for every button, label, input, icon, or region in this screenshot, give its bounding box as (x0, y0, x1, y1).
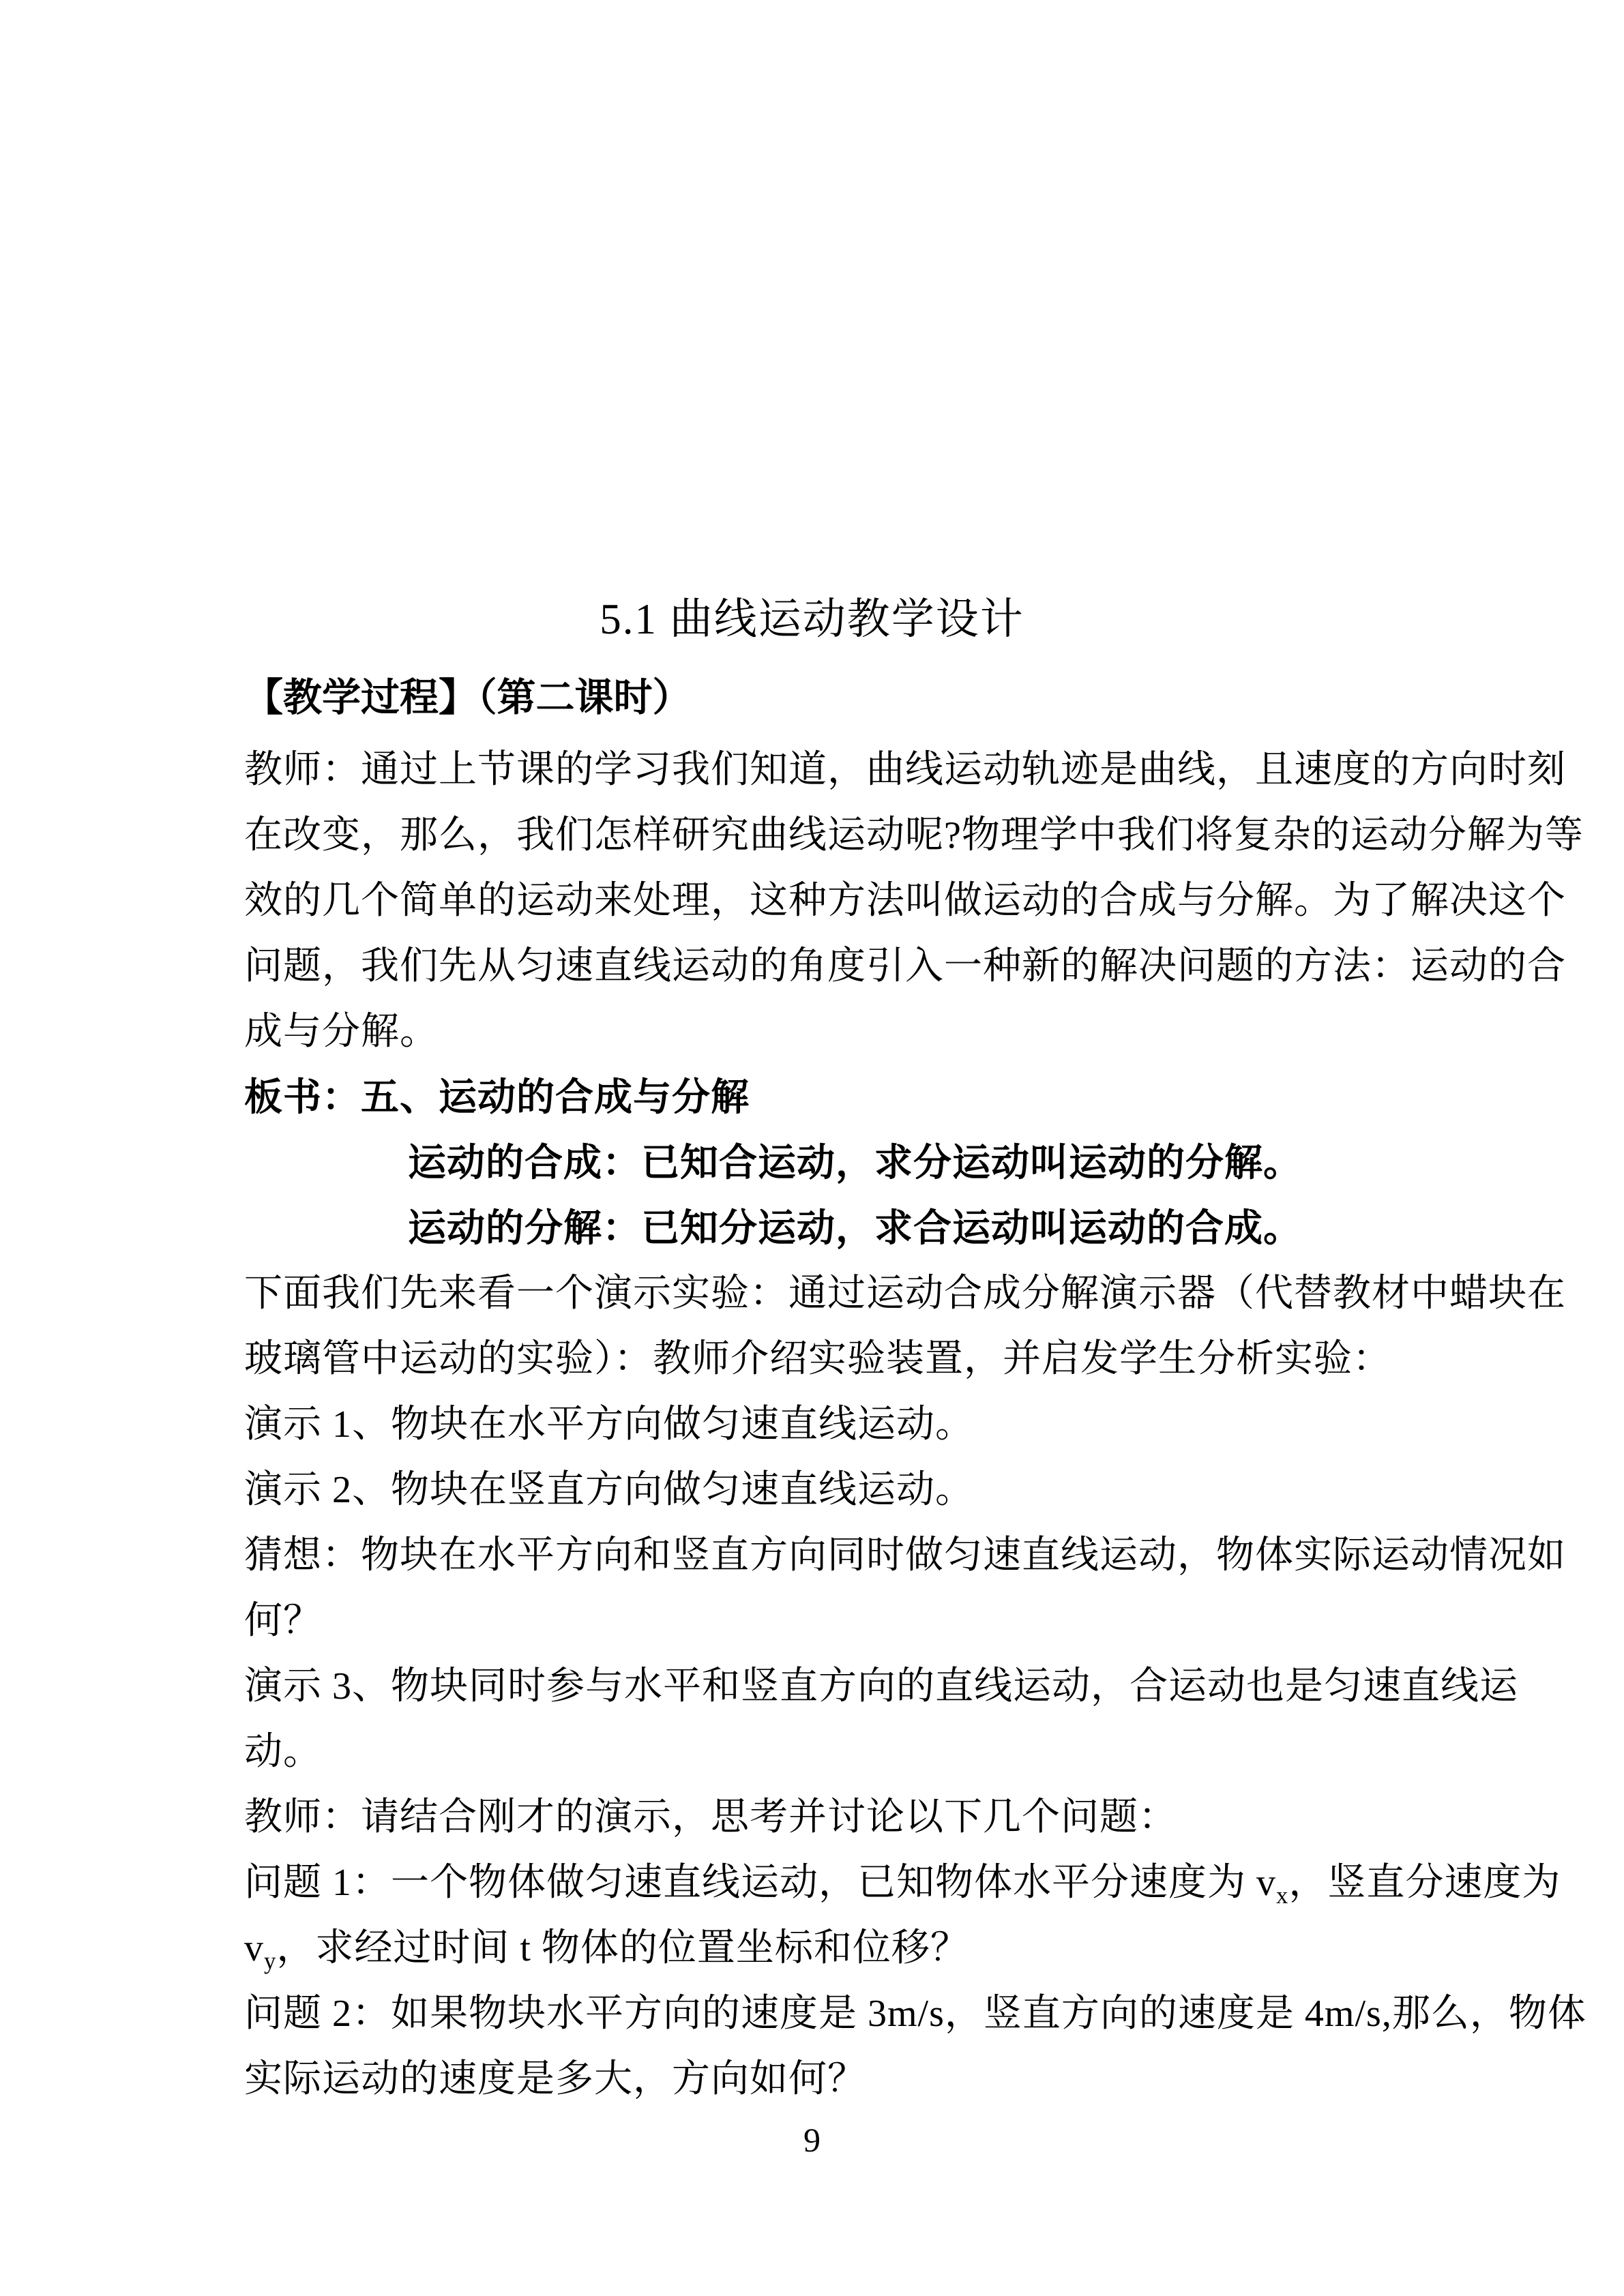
document-title: 5.1 曲线运动教学设计 (600, 595, 1024, 643)
text-line: 何？ (244, 1600, 322, 1642)
body-lines (244, 737, 1586, 2112)
text-line: 演示 2、物块在竖直方向做匀速直线运动。 (244, 1469, 974, 1511)
text-line: 演示 1、物块在水平方向做匀速直线运动。 (244, 1403, 974, 1446)
text-line: 运动的合成：已知合运动，求分运动叫运动的分解。 (408, 1141, 1302, 1184)
text-line: 问题 1：一个物体做匀速直线运动，已知物体水平分速度为 $v_x$，竖直分速度为 (244, 1862, 1561, 1909)
text-line: 教师：请结合刚才的演示，思考并讨论以下几个问题： (244, 1796, 1177, 1838)
text-line: 教师：通过上节课的学习我们知道，曲线运动轨迹是曲线，且速度的方向时刻 (244, 749, 1566, 791)
text-line: 板书：五、运动的合成与分解 (244, 1075, 750, 1118)
page-content (244, 0, 1586, 2112)
text-line: 玻璃管中运动的实验）：教师介绍实验装置，并启发学生分析实验： (244, 1338, 1391, 1380)
text-line: 成与分解。 (244, 1011, 439, 1053)
text-line: 问题 2：如果物块水平方向的速度是 3m/s，竖直方向的速度是 4m/s,那么，物体 (244, 1993, 1586, 2035)
text-line: 动。 (244, 1731, 322, 1773)
text-line: 运动的分解：已知分运动，求合运动叫运动的合成。 (408, 1206, 1302, 1249)
page-number: 9 (803, 2121, 821, 2159)
text-line: $v_y$，求经过时间 t 物体的位置坐标和位移？ (244, 1927, 969, 1975)
text-line: 在改变，那么，我们怎样研究曲线运动呢?物理学中我们将复杂的运动分解为等 (244, 814, 1584, 856)
section-heading: 【教学过程】（第二课时） (244, 676, 692, 719)
text-line: 效的几个简单的运动来处理，这种方法叫做运动的合成与分解。为了解决这个 (244, 880, 1566, 922)
text-line: 下面我们先来看一个演示实验：通过运动合成分解演示器（代替教材中蜡块在 (244, 1272, 1566, 1315)
text-line: 问题，我们先从匀速直线运动的角度引入一种新的解决问题的方法：运动的合 (244, 945, 1566, 987)
text-line: 猜想：物块在水平方向和竖直方向同时做匀速直线运动，物体实际运动情况如 (244, 1534, 1566, 1577)
text-line: 演示 3、物块同时参与水平和竖直方向的直线运动，合运动也是匀速直线运 (244, 1665, 1518, 1708)
text-line: 实际运动的速度是多大，方向如何？ (244, 2058, 866, 2100)
